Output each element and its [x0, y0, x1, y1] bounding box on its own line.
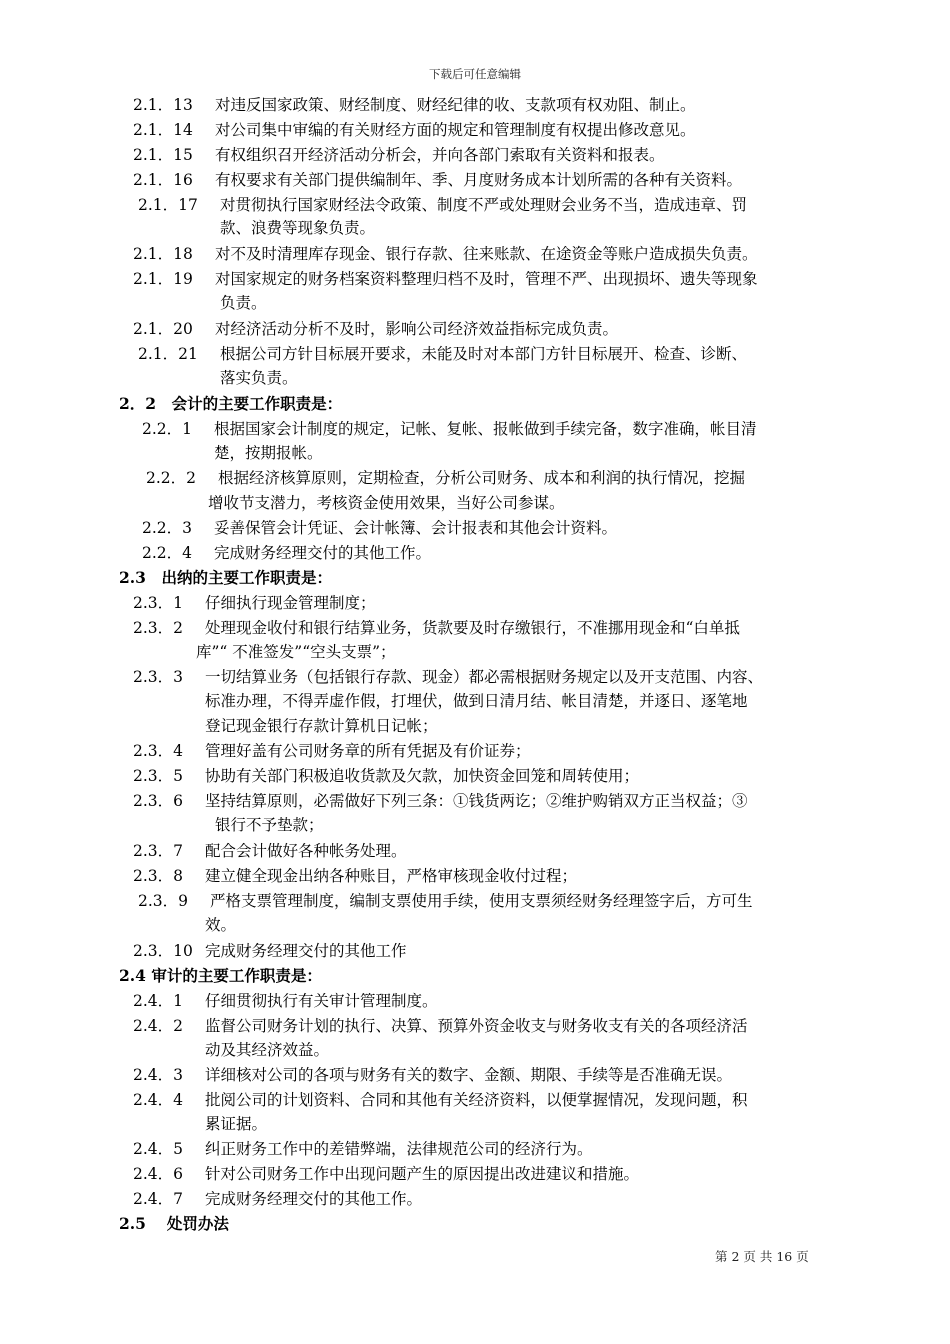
- section-heading: 2.3 出纳的主要工作职责是：: [119, 568, 332, 587]
- list-item: 2.4．4 批阅公司的计划资料、合同和其他有关经济资料，以便掌握情况，发现问题，积: [133, 1091, 748, 1109]
- list-item: 2.2．1 根据国家会计制度的规定，记帐、复帐、报帐做到手续完备，数字准确，帐目清: [142, 420, 757, 438]
- list-item: 2.2．3 妥善保管会计凭证、会计帐簿、会计报表和其他会计资料。: [142, 519, 618, 537]
- list-item: 2.1．16 有权要求有关部门提供编制年、季、月度财务成本计划所需的各种有关资料。: [133, 171, 743, 189]
- section-heading: 2．2 会计的主要工作职责是：: [119, 394, 343, 413]
- list-item: 2.3．9 严格支票管理制度，编制支票使用手续，使用支票须经财务经理签字后，方可生: [138, 892, 753, 910]
- list-item-continuation: 库”“ 不准签发”“空头支票”；: [196, 643, 396, 661]
- list-item: 2.3．3 一切结算业务（包括银行存款、现金）都必需根据财务规定以及开支范围、内容、: [133, 668, 764, 686]
- list-item: 2.4．5 纠正财务工作中的差错弊端，法律规范公司的经济行为。: [133, 1140, 593, 1158]
- list-item: 2.4．3 详细核对公司的各项与财务有关的数字、金额、期限、手续等是否准确无误。: [133, 1066, 733, 1084]
- list-item: 2.3．2 处理现金收付和银行结算业务，货款要及时存缴银行，不准挪用现金和“白单抵: [133, 619, 740, 637]
- section-heading: 2.5 处罚办法: [119, 1214, 229, 1233]
- list-item: 2.1．20 对经济活动分析不及时，影响公司经济效益指标完成负责。: [133, 320, 619, 338]
- section-heading: 2.4 审计的主要工作职责是：: [119, 966, 322, 985]
- list-item: 2.3．10 完成财务经理交付的其他工作: [133, 942, 407, 960]
- list-item-continuation: 负责。: [220, 294, 267, 312]
- list-item: 2.3．5 协助有关部门积极追收货款及欠款，加快资金回笼和周转使用；: [133, 767, 640, 785]
- list-item: 2.3．1 仔细执行现金管理制度；: [133, 594, 376, 612]
- list-item-continuation: 登记现金银行存款计算机日记帐；: [205, 717, 438, 735]
- list-item: 2.1．14 对公司集中审编的有关财经方面的规定和管理制度有权提出修改意见。: [133, 121, 696, 139]
- list-item: 2.2．2 根据经济核算原则，定期检查，分析公司财务、成本和利润的执行情况，挖掘: [146, 469, 746, 487]
- list-item: 2.1．19 对国家规定的财务档案资料整理归档不及时，管理不严、出现损坏、遗失等现象: [133, 270, 758, 288]
- list-item-continuation: 动及其经济效益。: [205, 1041, 330, 1059]
- list-item: 2.1．15 有权组织召开经济活动分析会，并向各部门索取有关资料和报表。: [133, 146, 665, 164]
- list-item-continuation: 银行不予垫款；: [215, 816, 324, 834]
- list-item: 2.1．21 根据公司方针目标展开要求，未能及时对本部门方针目标展开、检查、诊断、: [138, 345, 748, 363]
- list-item: 2.1．18 对不及时清理库存现金、银行存款、往来账款、在途资金等账户造成损失负责。: [133, 245, 758, 263]
- list-item: 2.1．17 对贯彻执行国家财经法令政策、制度不严或处理财会业务不当，造成违章、罚: [138, 196, 748, 214]
- page-footer: 第 2 页 共 16 页: [715, 1249, 809, 1264]
- list-item: 2.4．2 监督公司财务计划的执行、决算、预算外资金收支与财务收支有关的各项经济活: [133, 1017, 748, 1035]
- list-item: 2.2．4 完成财务经理交付的其他工作。: [142, 544, 432, 562]
- page-header: 下载后可任意编辑: [429, 67, 521, 81]
- list-item: 2.3．6 坚持结算原则，必需做好下列三条：①钱货两讫；②维护购销双方正当权益；③: [133, 792, 748, 810]
- list-item-continuation: 款、浪费等现象负责。: [220, 219, 376, 237]
- list-item: 2.4．1 仔细贯彻执行有关审计管理制度。: [133, 992, 438, 1010]
- list-item-continuation: 增收节支潜力，考核资金使用效果，当好公司参谋。: [208, 494, 565, 512]
- list-item-continuation: 效。: [205, 916, 237, 934]
- list-item-continuation: 楚，按期报帐。: [214, 444, 323, 462]
- list-item: 2.4．6 针对公司财务工作中出现问题产生的原因提出改进建议和措施。: [133, 1165, 640, 1183]
- list-item-continuation: 累证据。: [205, 1115, 268, 1133]
- list-item: 2.3．8 建立健全现金出纳各种账目，严格审核现金收付过程；: [133, 867, 578, 885]
- list-item: 2.3．4 管理好盖有公司财务章的所有凭据及有价证券；: [133, 742, 531, 760]
- list-item: 2.3．7 配合会计做好各种帐务处理。: [133, 842, 407, 860]
- list-item: 2.1．13 对违反国家政策、财经制度、财经纪律的收、支款项有权劝阻、制止。: [133, 96, 696, 114]
- list-item-continuation: 标准办理，不得弄虚作假，打埋伏，做到日清月结、帐目清楚，并逐日、逐笔地: [205, 692, 748, 710]
- list-item-continuation: 落实负责。: [220, 369, 298, 387]
- list-item: 2.4．7 完成财务经理交付的其他工作。: [133, 1190, 423, 1208]
